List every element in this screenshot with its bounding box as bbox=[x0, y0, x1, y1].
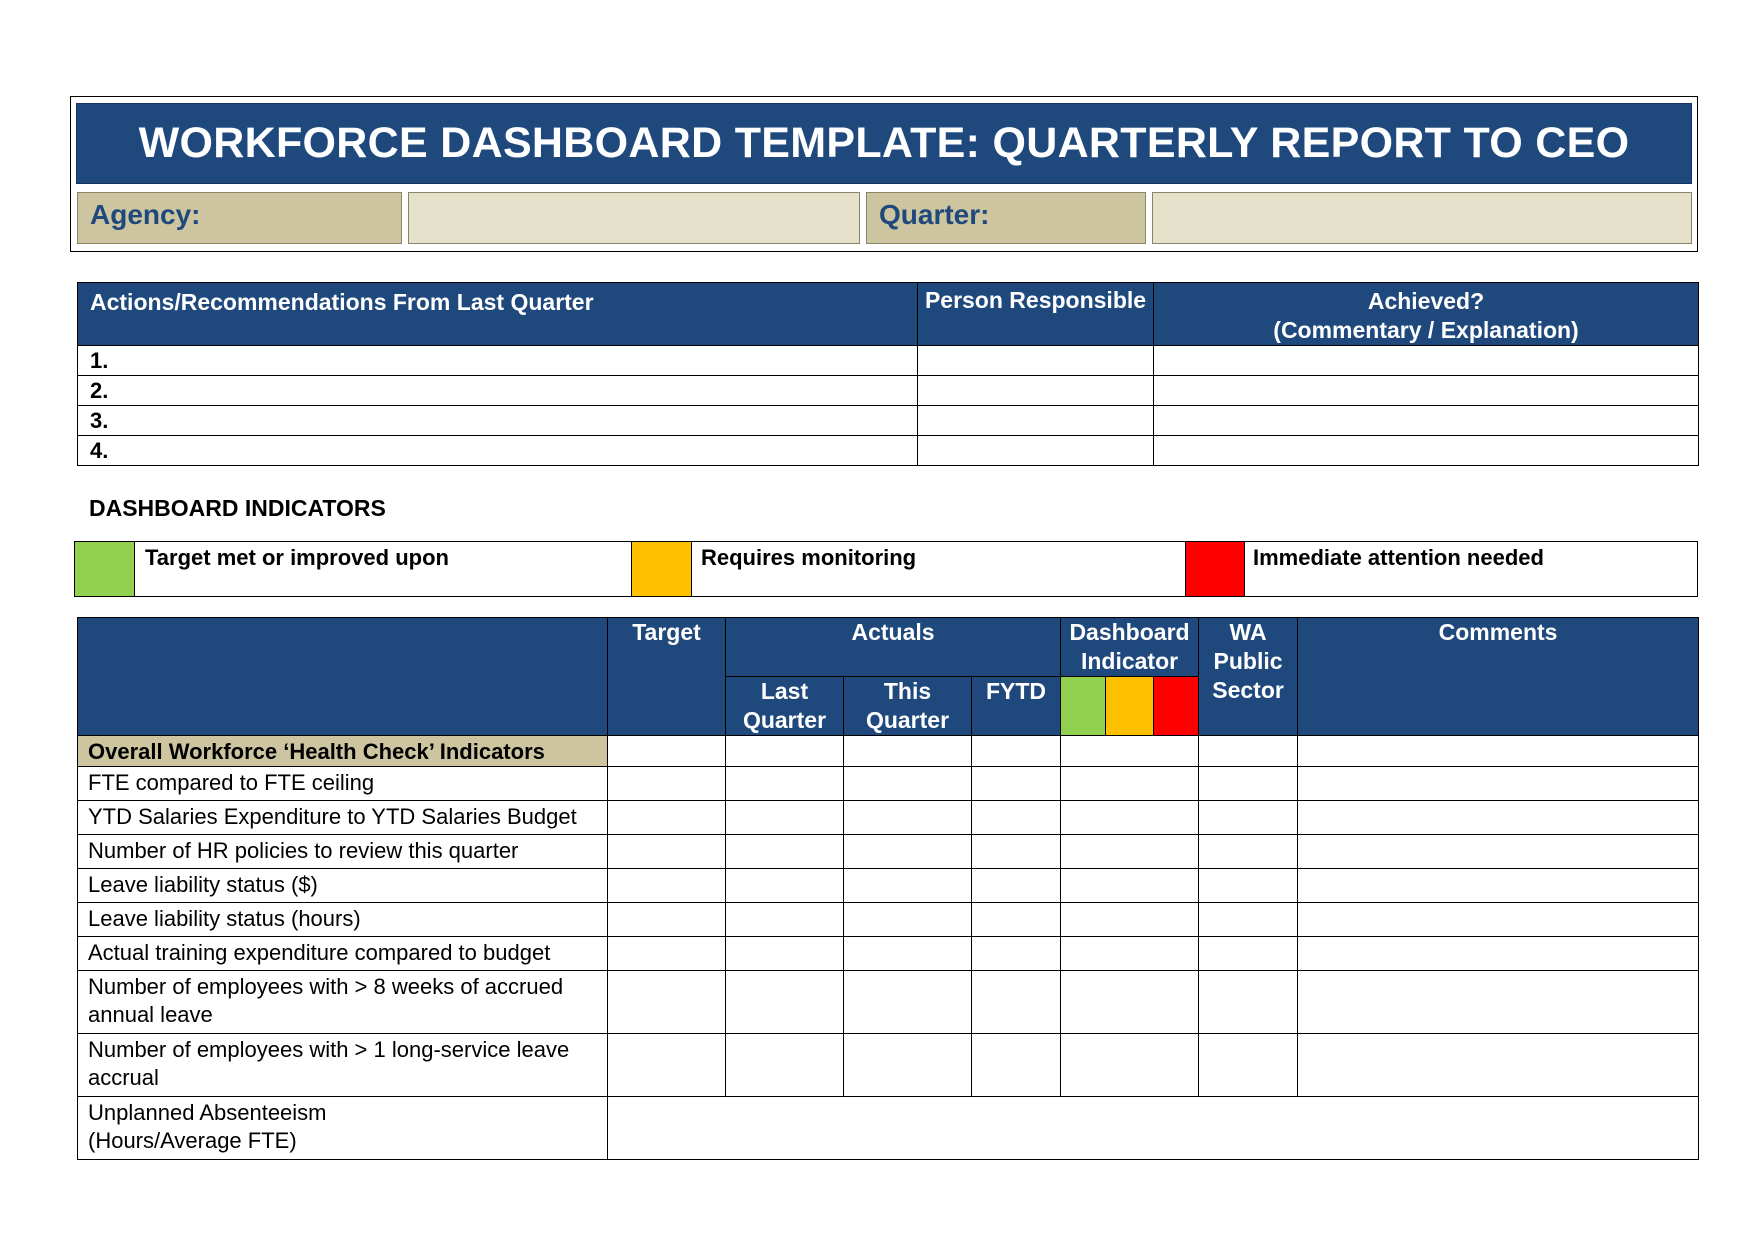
fytd-cell[interactable] bbox=[972, 801, 1061, 835]
achieved-cell[interactable] bbox=[1154, 436, 1699, 466]
last-quarter-cell[interactable] bbox=[726, 903, 844, 937]
indicator-cell[interactable] bbox=[1061, 767, 1199, 801]
legend-label-green: Target met or improved upon bbox=[145, 545, 449, 570]
indicator-legend bbox=[74, 541, 1698, 597]
indicator-green-swatch bbox=[1061, 677, 1106, 736]
indicator-red-swatch bbox=[1154, 677, 1199, 736]
this-quarter-cell[interactable] bbox=[844, 767, 972, 801]
legend-swatch-green bbox=[75, 542, 135, 596]
indicator-amber-swatch bbox=[1106, 677, 1154, 736]
wa-cell[interactable] bbox=[1199, 767, 1298, 801]
this-quarter-cell[interactable] bbox=[844, 937, 972, 971]
table-row bbox=[78, 801, 1699, 835]
legend-label-amber: Requires monitoring bbox=[701, 545, 917, 570]
comments-cell[interactable] bbox=[1298, 736, 1699, 767]
last-quarter-cell[interactable] bbox=[726, 736, 844, 767]
section-title: Overall Workforce ‘Health Check’ Indicators bbox=[78, 736, 608, 767]
indicator-cell[interactable] bbox=[1061, 903, 1199, 937]
comments-cell[interactable] bbox=[1298, 801, 1699, 835]
fytd-cell[interactable] bbox=[972, 937, 1061, 971]
table-row bbox=[78, 835, 1699, 869]
last-quarter-cell[interactable] bbox=[726, 767, 844, 801]
achieved-header bbox=[1154, 283, 1699, 346]
legend-label-red: Immediate attention needed bbox=[1253, 545, 1544, 570]
fytd-cell[interactable] bbox=[972, 767, 1061, 801]
wa-cell[interactable] bbox=[1199, 736, 1298, 767]
indicator-cell[interactable] bbox=[1061, 835, 1199, 869]
last-quarter-cell[interactable] bbox=[726, 869, 844, 903]
section-row bbox=[78, 736, 1699, 767]
fytd-cell[interactable] bbox=[972, 903, 1061, 937]
comments-cell[interactable] bbox=[1298, 937, 1699, 971]
target-cell[interactable] bbox=[608, 903, 726, 937]
this-quarter-cell[interactable] bbox=[844, 736, 972, 767]
quarter-label: Quarter: bbox=[866, 192, 1146, 244]
comments-header: Comments bbox=[1298, 618, 1699, 736]
dashboard-indicator-header: Dashboard Indicator bbox=[1061, 618, 1199, 677]
target-header: Target bbox=[608, 618, 726, 736]
comments-cell[interactable] bbox=[1298, 971, 1699, 1034]
agency-field[interactable] bbox=[408, 192, 860, 244]
indicator-cell[interactable] bbox=[1061, 869, 1199, 903]
person-cell[interactable] bbox=[918, 346, 1154, 376]
table-row bbox=[78, 903, 1699, 937]
table-row bbox=[78, 436, 1699, 466]
person-cell[interactable] bbox=[918, 436, 1154, 466]
indicator-label: Leave liability status (hours) bbox=[78, 903, 608, 937]
fytd-cell[interactable] bbox=[972, 1034, 1061, 1097]
last-quarter-header: Last Quarter bbox=[726, 677, 844, 736]
table-row bbox=[78, 376, 1699, 406]
target-cell[interactable] bbox=[608, 869, 726, 903]
quarter-field[interactable] bbox=[1152, 192, 1692, 244]
wa-cell[interactable] bbox=[1199, 937, 1298, 971]
comments-cell[interactable] bbox=[1298, 1034, 1699, 1097]
indicator-label: YTD Salaries Expenditure to YTD Salaries Budget bbox=[78, 801, 608, 835]
comments-cell[interactable] bbox=[1298, 835, 1699, 869]
actions-header: Actions/Recommendations From Last Quarter bbox=[78, 283, 918, 346]
actions-table bbox=[77, 282, 1699, 466]
table-row bbox=[78, 346, 1699, 376]
indicator-label bbox=[78, 1097, 608, 1160]
this-quarter-cell[interactable] bbox=[844, 971, 972, 1034]
comments-cell[interactable] bbox=[1298, 767, 1699, 801]
action-number: 4. bbox=[78, 436, 918, 466]
indicator-cell[interactable] bbox=[1061, 801, 1199, 835]
indicator-label-line2: (Hours/Average FTE) bbox=[88, 1128, 297, 1153]
indicator-cell[interactable] bbox=[1061, 736, 1199, 767]
indicator-label: Number of employees with > 8 weeks of accrued annual leave bbox=[78, 971, 608, 1034]
wa-cell[interactable] bbox=[1199, 903, 1298, 937]
table-row bbox=[78, 937, 1699, 971]
indicator-cell[interactable] bbox=[1061, 1034, 1199, 1097]
action-number: 2. bbox=[78, 376, 918, 406]
achieved-header-line2: (Commentary / Explanation) bbox=[1273, 317, 1579, 343]
this-quarter-cell[interactable] bbox=[844, 801, 972, 835]
target-cell[interactable] bbox=[608, 801, 726, 835]
absenteeism-cell[interactable] bbox=[608, 1097, 1699, 1160]
target-cell[interactable] bbox=[608, 937, 726, 971]
achieved-header-line1: Achieved? bbox=[1367, 288, 1485, 314]
table-row bbox=[78, 1097, 1699, 1160]
indicator-label: FTE compared to FTE ceiling bbox=[78, 767, 608, 801]
fytd-cell[interactable] bbox=[972, 869, 1061, 903]
person-responsible-header: Person Responsible bbox=[918, 283, 1154, 346]
action-number: 1. bbox=[78, 346, 918, 376]
fytd-cell[interactable] bbox=[972, 835, 1061, 869]
fytd-cell[interactable] bbox=[972, 736, 1061, 767]
last-quarter-cell[interactable] bbox=[726, 971, 844, 1034]
this-quarter-cell[interactable] bbox=[844, 903, 972, 937]
indicator-label: Actual training expenditure compared to budget bbox=[78, 937, 608, 971]
wa-cell[interactable] bbox=[1199, 869, 1298, 903]
indicator-name-header bbox=[78, 618, 608, 736]
page-title: WORKFORCE DASHBOARD TEMPLATE: QUARTERLY REPORT TO CEO bbox=[76, 103, 1692, 184]
table-row bbox=[78, 767, 1699, 801]
fytd-cell[interactable] bbox=[972, 971, 1061, 1034]
indicator-label: Number of employees with > 1 long-service leave accrual bbox=[78, 1034, 608, 1097]
actuals-header: Actuals bbox=[726, 618, 1061, 677]
wa-cell[interactable] bbox=[1199, 835, 1298, 869]
legend-swatch-red bbox=[1185, 542, 1245, 596]
target-cell[interactable] bbox=[608, 736, 726, 767]
wa-cell[interactable] bbox=[1199, 1034, 1298, 1097]
last-quarter-cell[interactable] bbox=[726, 835, 844, 869]
comments-cell[interactable] bbox=[1298, 869, 1699, 903]
this-quarter-cell[interactable] bbox=[844, 835, 972, 869]
indicator-label-line1: Unplanned Absenteeism bbox=[88, 1100, 327, 1125]
table-row bbox=[78, 1034, 1699, 1097]
legend-swatch-amber bbox=[631, 542, 692, 596]
indicator-label: Leave liability status ($) bbox=[78, 869, 608, 903]
achieved-cell[interactable] bbox=[1154, 376, 1699, 406]
target-cell[interactable] bbox=[608, 767, 726, 801]
wa-public-sector-header: WA Public Sector bbox=[1199, 618, 1298, 736]
last-quarter-cell[interactable] bbox=[726, 937, 844, 971]
last-quarter-cell[interactable] bbox=[726, 801, 844, 835]
this-quarter-cell[interactable] bbox=[844, 1034, 972, 1097]
wa-cell[interactable] bbox=[1199, 971, 1298, 1034]
achieved-cell[interactable] bbox=[1154, 406, 1699, 436]
table-row bbox=[78, 971, 1699, 1034]
this-quarter-header: This Quarter bbox=[844, 677, 972, 736]
indicator-cell[interactable] bbox=[1061, 971, 1199, 1034]
dashboard-indicators-heading: DASHBOARD INDICATORS bbox=[89, 495, 386, 521]
wa-cell[interactable] bbox=[1199, 801, 1298, 835]
indicator-cell[interactable] bbox=[1061, 937, 1199, 971]
indicator-label: Number of HR policies to review this quarter bbox=[78, 835, 608, 869]
table-row bbox=[78, 869, 1699, 903]
indicators-table bbox=[77, 617, 1699, 1160]
achieved-cell[interactable] bbox=[1154, 346, 1699, 376]
table-row bbox=[78, 406, 1699, 436]
person-cell[interactable] bbox=[918, 406, 1154, 436]
action-number: 3. bbox=[78, 406, 918, 436]
this-quarter-cell[interactable] bbox=[844, 869, 972, 903]
target-cell[interactable] bbox=[608, 971, 726, 1034]
person-cell[interactable] bbox=[918, 376, 1154, 406]
target-cell[interactable] bbox=[608, 835, 726, 869]
fytd-header: FYTD bbox=[972, 677, 1061, 736]
comments-cell[interactable] bbox=[1298, 903, 1699, 937]
agency-label: Agency: bbox=[77, 192, 402, 244]
target-cell[interactable] bbox=[608, 1034, 726, 1097]
last-quarter-cell[interactable] bbox=[726, 1034, 844, 1097]
